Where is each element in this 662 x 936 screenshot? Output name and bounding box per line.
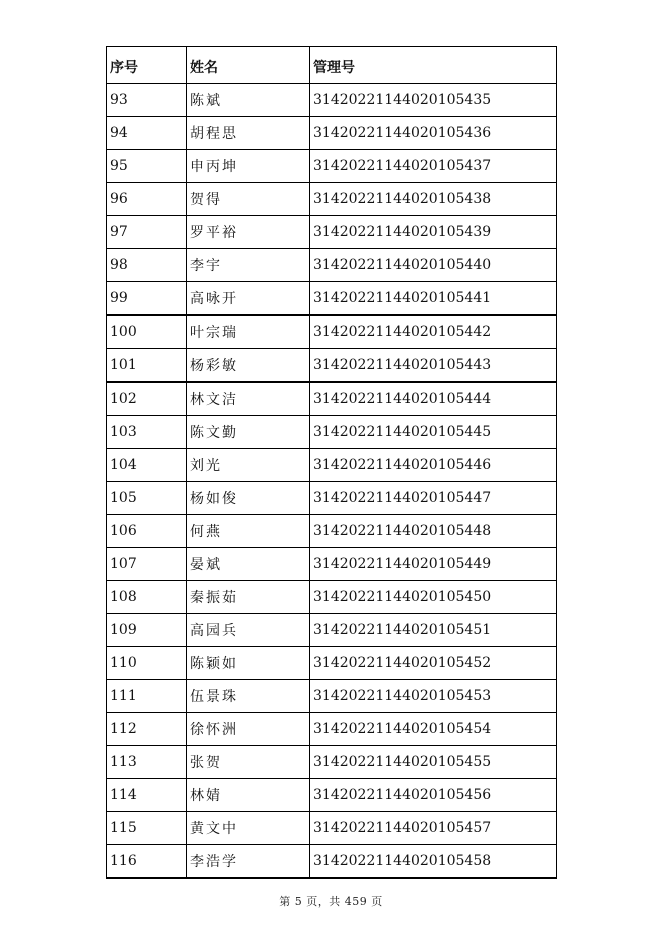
cell-no: 115 xyxy=(107,812,187,845)
cell-no: 95 xyxy=(107,150,187,183)
cell-id: 31420221144020105455 xyxy=(310,746,557,779)
cell-no: 98 xyxy=(107,249,187,282)
cell-name: 胡程思 xyxy=(187,117,310,150)
cell-no: 97 xyxy=(107,216,187,249)
cell-id: 31420221144020105451 xyxy=(310,614,557,647)
cell-name: 伍景珠 xyxy=(187,680,310,713)
table-row xyxy=(107,150,557,183)
cell-id: 31420221144020105442 xyxy=(310,315,557,349)
table-row xyxy=(107,812,557,845)
cell-name: 陈文勤 xyxy=(187,416,310,449)
cell-id: 31420221144020105445 xyxy=(310,416,557,449)
cell-id: 31420221144020105438 xyxy=(310,183,557,216)
table-row xyxy=(107,249,557,282)
cell-name: 黄文中 xyxy=(187,812,310,845)
column-header-name: 姓名 xyxy=(187,47,310,84)
cell-no: 113 xyxy=(107,746,187,779)
cell-no: 106 xyxy=(107,515,187,548)
cell-name: 张贺 xyxy=(187,746,310,779)
cell-id: 31420221144020105457 xyxy=(310,812,557,845)
column-header-id: 管理号 xyxy=(310,47,557,84)
cell-no: 108 xyxy=(107,581,187,614)
cell-no: 103 xyxy=(107,416,187,449)
cell-no: 110 xyxy=(107,647,187,680)
cell-no: 94 xyxy=(107,117,187,150)
table-row xyxy=(107,548,557,581)
roster-sheet xyxy=(106,46,556,879)
cell-name: 徐怀洲 xyxy=(187,713,310,746)
cell-id: 31420221144020105458 xyxy=(310,845,557,879)
cell-name: 叶宗瑞 xyxy=(187,315,310,349)
table-row xyxy=(107,779,557,812)
cell-id: 31420221144020105436 xyxy=(310,117,557,150)
table-row xyxy=(107,680,557,713)
table-row xyxy=(107,315,557,349)
table-row xyxy=(107,515,557,548)
cell-no: 104 xyxy=(107,449,187,482)
cell-name: 何燕 xyxy=(187,515,310,548)
cell-no: 111 xyxy=(107,680,187,713)
cell-name: 陈斌 xyxy=(187,84,310,117)
cell-id: 31420221144020105441 xyxy=(310,282,557,316)
cell-name: 高咏开 xyxy=(187,282,310,316)
table-row xyxy=(107,416,557,449)
cell-id: 31420221144020105449 xyxy=(310,548,557,581)
cell-no: 96 xyxy=(107,183,187,216)
cell-id: 31420221144020105443 xyxy=(310,349,557,383)
table-row xyxy=(107,482,557,515)
cell-id: 31420221144020105456 xyxy=(310,779,557,812)
cell-name: 晏斌 xyxy=(187,548,310,581)
cell-id: 31420221144020105452 xyxy=(310,647,557,680)
cell-no: 102 xyxy=(107,382,187,416)
cell-id: 31420221144020105454 xyxy=(310,713,557,746)
cell-no: 93 xyxy=(107,84,187,117)
table-row xyxy=(107,746,557,779)
cell-name: 罗平裕 xyxy=(187,216,310,249)
table-row xyxy=(107,449,557,482)
table-row xyxy=(107,382,557,416)
cell-id: 31420221144020105437 xyxy=(310,150,557,183)
cell-no: 116 xyxy=(107,845,187,879)
cell-no: 101 xyxy=(107,349,187,383)
table-row xyxy=(107,581,557,614)
table-row xyxy=(107,84,557,117)
cell-no: 105 xyxy=(107,482,187,515)
cell-name: 李宇 xyxy=(187,249,310,282)
table-row xyxy=(107,349,557,383)
cell-name: 陈颖如 xyxy=(187,647,310,680)
cell-id: 31420221144020105450 xyxy=(310,581,557,614)
cell-name: 林婧 xyxy=(187,779,310,812)
cell-id: 31420221144020105439 xyxy=(310,216,557,249)
cell-id: 31420221144020105447 xyxy=(310,482,557,515)
page-footer: 第 5 页，共 459 页 xyxy=(279,895,383,908)
cell-id: 31420221144020105440 xyxy=(310,249,557,282)
cell-no: 109 xyxy=(107,614,187,647)
cell-no: 114 xyxy=(107,779,187,812)
cell-no: 99 xyxy=(107,282,187,316)
table-row xyxy=(107,117,557,150)
cell-name: 李浩学 xyxy=(187,845,310,879)
table-row xyxy=(107,713,557,746)
cell-id: 31420221144020105444 xyxy=(310,382,557,416)
cell-name: 林文洁 xyxy=(187,382,310,416)
cell-id: 31420221144020105435 xyxy=(310,84,557,117)
roster-table xyxy=(106,46,557,879)
cell-name: 杨彩敏 xyxy=(187,349,310,383)
table-row xyxy=(107,183,557,216)
table-row xyxy=(107,216,557,249)
cell-name: 高园兵 xyxy=(187,614,310,647)
cell-name: 申丙坤 xyxy=(187,150,310,183)
cell-name: 贺得 xyxy=(187,183,310,216)
cell-no: 107 xyxy=(107,548,187,581)
cell-name: 秦振茹 xyxy=(187,581,310,614)
cell-no: 100 xyxy=(107,315,187,349)
table-row xyxy=(107,647,557,680)
table-row xyxy=(107,845,557,879)
cell-id: 31420221144020105448 xyxy=(310,515,557,548)
cell-name: 杨如俊 xyxy=(187,482,310,515)
table-row xyxy=(107,614,557,647)
cell-id: 31420221144020105453 xyxy=(310,680,557,713)
cell-name: 刘光 xyxy=(187,449,310,482)
table-row xyxy=(107,282,557,316)
cell-id: 31420221144020105446 xyxy=(310,449,557,482)
cell-no: 112 xyxy=(107,713,187,746)
table-header-row xyxy=(107,47,557,84)
column-header-no: 序号 xyxy=(107,47,187,84)
